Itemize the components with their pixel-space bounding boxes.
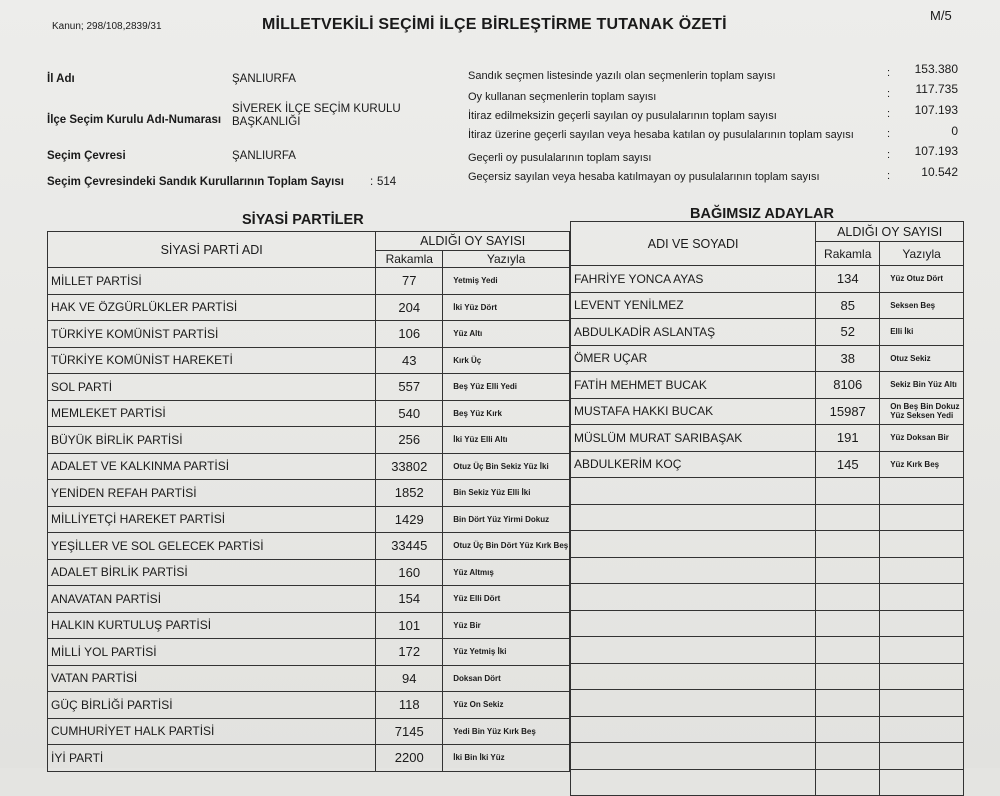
table-row xyxy=(571,637,964,664)
stat-value: 10.542 xyxy=(921,165,958,179)
stat-colon: : xyxy=(887,88,891,100)
name-cell: MİLLET PARTİSİ xyxy=(48,268,376,295)
law-reference: Kanun; 298/108,2839/31 xyxy=(52,21,162,32)
words-cell xyxy=(880,663,964,690)
digits-cell: 1852 xyxy=(376,480,443,507)
table-row xyxy=(48,480,570,507)
words-cell: Yüz On Sekiz xyxy=(443,692,570,719)
independents-section-title: BAĞIMSIZ ADAYLAR xyxy=(690,206,834,222)
stat-value: 107.193 xyxy=(914,103,958,117)
name-cell: SOL PARTİ xyxy=(48,374,376,401)
words-cell xyxy=(880,557,964,584)
stat-label: İtiraz edilmeksizin geçerli sayılan oy pusulalarının toplam sayısı xyxy=(468,110,777,122)
digits-cell xyxy=(816,743,880,770)
table-row xyxy=(48,400,570,427)
name-cell xyxy=(571,690,816,717)
name-cell: YEŞİLLER VE SOL GELECEK PARTİSİ xyxy=(48,533,376,560)
words-cell: Doksan Dört xyxy=(443,665,570,692)
table-row xyxy=(48,321,570,348)
table-row xyxy=(571,504,964,531)
name-cell: ABDULKADİR ASLANTAŞ xyxy=(571,319,816,346)
form-code: M/5 xyxy=(930,8,952,23)
words-cell xyxy=(880,716,964,743)
digits-cell xyxy=(816,504,880,531)
table-row xyxy=(48,718,570,745)
table-row xyxy=(48,692,570,719)
table-row xyxy=(571,716,964,743)
digits-cell xyxy=(816,690,880,717)
digits-cell: 33445 xyxy=(376,533,443,560)
digits-cell: 77 xyxy=(376,268,443,295)
il-label: İl Adı xyxy=(47,73,75,85)
words-cell: Bin Dört Yüz Yirmi Dokuz xyxy=(443,506,570,533)
party-name-header: SİYASİ PARTİ ADI xyxy=(48,232,376,268)
table-row xyxy=(48,374,570,401)
words-cell: Yüz Altmış xyxy=(443,559,570,586)
table-row xyxy=(571,372,964,399)
stat-colon: : xyxy=(887,67,891,79)
digits-cell: 43 xyxy=(376,347,443,374)
digits-cell xyxy=(816,637,880,664)
sandik-label: Seçim Çevresindeki Sandık Kurullarının Toplam Sayısı xyxy=(47,176,344,188)
digits-cell xyxy=(816,557,880,584)
name-cell xyxy=(571,557,816,584)
name-cell: MİLLİ YOL PARTİSİ xyxy=(48,639,376,666)
digits-cell xyxy=(816,663,880,690)
digits-cell: 154 xyxy=(376,586,443,613)
table-row xyxy=(48,665,570,692)
name-cell: İYİ PARTİ xyxy=(48,745,376,772)
independents-table xyxy=(570,221,964,796)
kurul-value-line2: BAŞKANLIĞI xyxy=(232,116,301,128)
words-cell xyxy=(880,610,964,637)
table-row xyxy=(571,531,964,558)
digits-cell: 204 xyxy=(376,294,443,321)
sandik-colon: : xyxy=(370,176,374,188)
name-cell xyxy=(571,769,816,796)
stat-value: 117.735 xyxy=(915,82,958,96)
name-cell: MUSTAFA HAKKI BUCAK xyxy=(571,398,816,425)
digits-cell: 134 xyxy=(816,266,880,293)
digits-cell: 101 xyxy=(376,612,443,639)
digits-cell: 15987 xyxy=(816,398,880,425)
words-cell: Yüz Altı xyxy=(443,321,570,348)
votes-header: ALDIĞI OY SAYISI xyxy=(376,232,570,251)
words-cell: Seksen Beş xyxy=(880,292,964,319)
table-row xyxy=(571,584,964,611)
candidate-digits-header: Rakamla xyxy=(816,242,880,266)
digits-cell: 557 xyxy=(376,374,443,401)
table-row xyxy=(48,427,570,454)
digits-cell xyxy=(816,610,880,637)
name-cell xyxy=(571,743,816,770)
words-cell: İki Yüz Dört xyxy=(443,294,570,321)
stat-label: İtiraz üzerine geçerli sayılan veya hesaba katılan oy pusulalarının toplam sayısı xyxy=(468,129,854,141)
table-row xyxy=(571,610,964,637)
words-cell: İki Bin İki Yüz xyxy=(443,745,570,772)
cevre-label: Seçim Çevresi xyxy=(47,150,126,162)
words-cell xyxy=(880,690,964,717)
digits-cell: 1429 xyxy=(376,506,443,533)
name-cell xyxy=(571,637,816,664)
il-value: ŞANLIURFA xyxy=(232,73,296,85)
table-row xyxy=(571,398,964,425)
parties-table xyxy=(47,231,570,772)
digits-cell: 172 xyxy=(376,639,443,666)
table-row xyxy=(48,639,570,666)
kurul-label: İlçe Seçim Kurulu Adı-Numarası xyxy=(47,114,222,126)
words-cell xyxy=(880,584,964,611)
name-cell: FAHRİYE YONCA AYAS xyxy=(571,266,816,293)
digits-cell: 94 xyxy=(376,665,443,692)
name-cell xyxy=(571,610,816,637)
stat-colon: : xyxy=(887,108,891,120)
digits-cell: 52 xyxy=(816,319,880,346)
stat-value: 153.380 xyxy=(914,62,958,76)
name-cell xyxy=(571,663,816,690)
kurul-value-line1: SİVEREK İLÇE SEÇİM KURULU xyxy=(232,103,401,115)
words-cell xyxy=(880,769,964,796)
table-row xyxy=(48,268,570,295)
name-cell: ANAVATAN PARTİSİ xyxy=(48,586,376,613)
table-row xyxy=(48,506,570,533)
words-cell: On Beş Bin Dokuz Yüz Seksen Yedi xyxy=(880,398,964,425)
digits-cell: 85 xyxy=(816,292,880,319)
sandik-value: 514 xyxy=(377,176,397,188)
stat-value: 107.193 xyxy=(914,144,958,158)
digits-cell: 106 xyxy=(376,321,443,348)
name-cell: CUMHURİYET HALK PARTİSİ xyxy=(48,718,376,745)
words-cell xyxy=(880,637,964,664)
name-cell xyxy=(571,584,816,611)
table-row xyxy=(48,745,570,772)
digits-cell: 38 xyxy=(816,345,880,372)
digits-cell: 256 xyxy=(376,427,443,454)
name-cell: TÜRKİYE KOMÜNİST PARTİSİ xyxy=(48,321,376,348)
words-cell: Beş Yüz Elli Yedi xyxy=(443,374,570,401)
digits-cell xyxy=(816,769,880,796)
words-cell: Yetmiş Yedi xyxy=(443,268,570,295)
name-cell: FATİH MEHMET BUCAK xyxy=(571,372,816,399)
candidate-name-header: ADI VE SOYADI xyxy=(571,222,816,266)
table-row xyxy=(571,557,964,584)
stat-colon: : xyxy=(887,128,891,140)
stat-colon: : xyxy=(887,149,891,161)
table-row xyxy=(48,294,570,321)
name-cell: VATAN PARTİSİ xyxy=(48,665,376,692)
words-cell: Yüz Bir xyxy=(443,612,570,639)
words-cell: İki Yüz Elli Altı xyxy=(443,427,570,454)
digits-cell: 191 xyxy=(816,425,880,452)
digits-cell xyxy=(816,716,880,743)
digits-cell xyxy=(816,584,880,611)
cevre-value: ŞANLIURFA xyxy=(232,150,296,162)
stat-colon: : xyxy=(887,170,891,182)
digits-cell: 160 xyxy=(376,559,443,586)
digits-cell xyxy=(816,531,880,558)
digits-cell xyxy=(816,478,880,505)
table-row xyxy=(571,663,964,690)
name-cell: MİLLİYETÇİ HAREKET PARTİSİ xyxy=(48,506,376,533)
digits-cell: 145 xyxy=(816,451,880,478)
document-title: MİLLETVEKİLİ SEÇİMİ İLÇE BİRLEŞTİRME TUTANAK ÖZETİ xyxy=(262,16,727,33)
words-header: Yazıyla xyxy=(443,251,570,268)
words-cell: Yüz Otuz Dört xyxy=(880,266,964,293)
name-cell: YENİDEN REFAH PARTİSİ xyxy=(48,480,376,507)
table-row xyxy=(48,586,570,613)
words-cell: Elli İki xyxy=(880,319,964,346)
words-cell xyxy=(880,478,964,505)
table-row xyxy=(571,451,964,478)
name-cell xyxy=(571,716,816,743)
name-cell: HAK VE ÖZGÜRLÜKLER PARTİSİ xyxy=(48,294,376,321)
digits-cell: 540 xyxy=(376,400,443,427)
name-cell: HALKIN KURTULUŞ PARTİSİ xyxy=(48,612,376,639)
words-cell: Bin Sekiz Yüz Elli İki xyxy=(443,480,570,507)
digits-cell: 118 xyxy=(376,692,443,719)
words-cell: Otuz Üç Bin Dört Yüz Kırk Beş xyxy=(443,533,570,560)
name-cell xyxy=(571,504,816,531)
table-row xyxy=(571,425,964,452)
stat-value: 0 xyxy=(951,124,958,138)
digits-cell: 2200 xyxy=(376,745,443,772)
words-cell: Otuz Sekiz xyxy=(880,345,964,372)
words-cell: Kırk Üç xyxy=(443,347,570,374)
name-cell: LEVENT YENİLMEZ xyxy=(571,292,816,319)
name-cell xyxy=(571,478,816,505)
name-cell: BÜYÜK BİRLİK PARTİSİ xyxy=(48,427,376,454)
stat-label: Geçersiz sayılan veya hesaba katılmayan oy pusulalarının toplam sayısı xyxy=(468,171,820,183)
parties-section-title: SİYASİ PARTİLER xyxy=(242,212,364,228)
name-cell: ÖMER UÇAR xyxy=(571,345,816,372)
digits-header: Rakamla xyxy=(376,251,443,268)
table-row xyxy=(48,533,570,560)
table-row xyxy=(571,769,964,796)
words-cell: Yüz Yetmiş İki xyxy=(443,639,570,666)
table-row xyxy=(48,612,570,639)
digits-cell: 33802 xyxy=(376,453,443,480)
digits-cell: 7145 xyxy=(376,718,443,745)
words-cell xyxy=(880,504,964,531)
table-row xyxy=(48,453,570,480)
name-cell: ADALET VE KALKINMA PARTİSİ xyxy=(48,453,376,480)
name-cell xyxy=(571,531,816,558)
name-cell: ADALET BİRLİK PARTİSİ xyxy=(48,559,376,586)
table-row xyxy=(571,319,964,346)
stat-label: Sandık seçmen listesinde yazılı olan seçmenlerin toplam sayısı xyxy=(468,70,776,82)
stat-label: Geçerli oy pusulalarının toplam sayısı xyxy=(468,152,652,164)
words-cell: Yüz Elli Dört xyxy=(443,586,570,613)
name-cell: MÜSLÜM MURAT SARIBAŞAK xyxy=(571,425,816,452)
name-cell: GÜÇ BİRLİĞİ PARTİSİ xyxy=(48,692,376,719)
words-cell: Yüz Kırk Beş xyxy=(880,451,964,478)
table-row xyxy=(571,292,964,319)
words-cell: Yüz Doksan Bir xyxy=(880,425,964,452)
words-cell: Sekiz Bin Yüz Altı xyxy=(880,372,964,399)
table-row xyxy=(571,266,964,293)
words-cell xyxy=(880,531,964,558)
candidate-words-header: Yazıyla xyxy=(880,242,964,266)
table-row xyxy=(571,478,964,505)
name-cell: MEMLEKET PARTİSİ xyxy=(48,400,376,427)
table-row xyxy=(571,743,964,770)
digits-cell: 8106 xyxy=(816,372,880,399)
table-row xyxy=(571,345,964,372)
words-cell: Yedi Bin Yüz Kırk Beş xyxy=(443,718,570,745)
table-row xyxy=(571,690,964,717)
words-cell xyxy=(880,743,964,770)
candidate-votes-header: ALDIĞI OY SAYISI xyxy=(816,222,964,242)
name-cell: ABDULKERİM KOÇ xyxy=(571,451,816,478)
table-row xyxy=(48,347,570,374)
words-cell: Otuz Üç Bin Sekiz Yüz İki xyxy=(443,453,570,480)
stat-label: Oy kullanan seçmenlerin toplam sayısı xyxy=(468,91,657,103)
name-cell: TÜRKİYE KOMÜNİST HAREKETİ xyxy=(48,347,376,374)
table-row xyxy=(48,559,570,586)
words-cell: Beş Yüz Kırk xyxy=(443,400,570,427)
